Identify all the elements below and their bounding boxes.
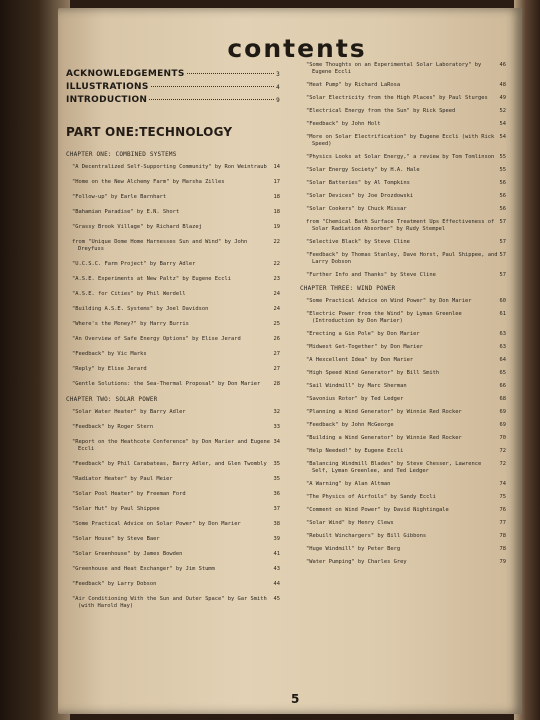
toc-entry-page: 25: [273, 321, 280, 327]
chapter-two-entries: [66, 409, 280, 610]
toc-entry: [300, 206, 506, 213]
toc-entry: [300, 448, 506, 455]
toc-entry: [66, 536, 280, 543]
toc-entry-text: "Feedback" by Phil Carabateas, Barry Adler, and Glen Twombly: [72, 461, 267, 467]
toc-entry-page: 27: [273, 351, 280, 357]
toc-entry-page: 48: [499, 82, 506, 88]
toc-entry-text: "Solar Devices" by Joe Drozdowski: [306, 193, 414, 199]
toc-entry-page: 18: [273, 194, 280, 200]
toc-entry-page: 55: [499, 167, 506, 173]
toc-entry: [300, 520, 506, 527]
toc-entry-page: 57: [499, 239, 506, 245]
toc-entry-page: 37: [273, 506, 280, 512]
toc-entry: [66, 239, 280, 253]
toc-entry: [300, 494, 506, 501]
toc-entry-text: "Huge Windmill" by Peter Berg: [306, 546, 401, 552]
toc-entry-page: 39: [273, 536, 280, 542]
toc-entry: [300, 344, 506, 351]
toc-entry: [300, 239, 506, 246]
left-column: [66, 68, 280, 618]
toc-entry-text: "Further Info and Thanks" by Steve Cline: [306, 272, 436, 278]
toc-entry-page: 56: [499, 180, 506, 186]
toc-entry: [300, 95, 506, 102]
toc-entry-text: "A Warning" by Alan Altman: [306, 481, 391, 487]
toc-entry-page: 63: [499, 344, 506, 350]
toc-entry-text: "Bahamian Paradise" by E.N. Short: [72, 209, 180, 215]
toc-entry-page: 60: [499, 298, 506, 304]
toc-entry-page: 36: [273, 491, 280, 497]
toc-entry-text: "Solar Pool Heater" by Freeman Ford: [72, 491, 186, 497]
toc-entry-page: 19: [273, 224, 280, 230]
toc-entry-page: 33: [273, 424, 280, 430]
front-matter-list: [66, 68, 280, 107]
toc-entry: [66, 566, 280, 573]
toc-entry-text: "Solar Wind" by Henry Clews: [306, 520, 394, 526]
toc-entry-text: "Follow-up" by Earle Barnhart: [72, 194, 167, 200]
toc-entry-text: "Balancing Windmill Blades" by Steve Chesser, Lawrence Self, Lyman Greenlee, and Ted Ledger: [306, 461, 482, 474]
toc-entry: [66, 409, 280, 416]
toc-entry-text: "Rebuilt Winchargers" by Bill Gibbons: [306, 533, 427, 539]
toc-entry-page: 78: [499, 546, 506, 552]
toc-entry-page: 74: [499, 481, 506, 487]
toc-entry-text: "A.S.E. Experiments at New Paltz" by Eugene Eccli: [72, 276, 232, 282]
toc-entry-text: "Reply" by Elise Jerard: [72, 366, 147, 372]
toc-entry-text: "Feedback" by Roger Stern: [72, 424, 154, 430]
toc-entry-text: "Gentle Solutions: the Sea-Thermal Proposal" by Don Marier: [72, 381, 261, 387]
front-matter-item: [66, 94, 280, 107]
toc-entry-text: "A Hexcellent Idea" by Don Marier: [306, 357, 414, 363]
toc-entry-page: 32: [273, 409, 280, 415]
toc-entry: [66, 321, 280, 328]
toc-entry: [300, 154, 506, 161]
toc-entry-text: "Some Practical Advice on Solar Power" by Don Marier: [72, 521, 241, 527]
toc-entry: [66, 581, 280, 588]
toc-entry-text: "Some Thoughts on an Experimental Solar Laboratory" by Eugene Eccli: [306, 62, 482, 75]
toc-entry-text: "Physics Looks at Solar Energy," a review by Tom Tomlinson: [306, 154, 495, 160]
right-column: [300, 62, 506, 572]
toc-entry-page: 78: [499, 533, 506, 539]
toc-entry-text: from "Unique Dome Home Harnesses Sun and Wind" by John Dreyfuss: [72, 239, 248, 252]
toc-entry-page: 77: [499, 520, 506, 526]
toc-entry-text: "Where's the Money?" by Harry Burris: [72, 321, 189, 327]
toc-entry-text: from "Chemical Bath Surface Treatment Ups Effectiveness of Solar Radiation Absorber" by Rudy Stempel: [306, 219, 495, 232]
toc-entry-page: 17: [273, 179, 280, 185]
page-title: contents: [227, 34, 367, 63]
toc-entry-page: 61: [499, 311, 506, 317]
toc-entry-page: 49: [499, 95, 506, 101]
toc-entry: [300, 396, 506, 403]
toc-entry-text: "A Decentralized Self-Supporting Community" by Ron Weintraub: [72, 164, 267, 170]
toc-entry: [300, 298, 506, 305]
toc-entry-text: "Solar Water Heater" by Barry Adler: [72, 409, 186, 415]
toc-entry: [66, 491, 280, 498]
chapter-heading: CHAPTER ONE: COMBINED SYSTEMS: [66, 151, 177, 158]
toc-entry-page: 44: [273, 581, 280, 587]
toc-entry: [66, 551, 280, 558]
toc-entry: [300, 219, 506, 233]
toc-entry-page: 35: [273, 461, 280, 467]
toc-entry: [300, 180, 506, 187]
toc-entry-text: "Comment on Wind Power" by David Nightingale: [306, 507, 449, 513]
front-matter-label: ACKNOWLEDGEMENTS: [66, 69, 185, 79]
chapter-two-continued-entries: [300, 62, 506, 279]
toc-entry-page: 24: [273, 291, 280, 297]
front-matter-item: [66, 81, 280, 94]
toc-entry: [66, 224, 280, 231]
toc-entry-page: 46: [499, 62, 506, 68]
toc-entry-page: 55: [499, 154, 506, 160]
chapter-heading: CHAPTER TWO: SOLAR POWER: [66, 396, 158, 403]
front-matter-label: INTRODUCTION: [66, 95, 148, 105]
front-matter-item: [66, 68, 280, 81]
toc-entry-page: 18: [273, 209, 280, 215]
toc-entry: [300, 193, 506, 200]
toc-entry-text: "Grassy Brook Village" by Richard Blazej: [72, 224, 202, 230]
toc-entry: [300, 272, 506, 279]
toc-entry-text: "Heat Pump" by Richard LaRosa: [306, 82, 401, 88]
toc-entry-text: "Erecting a Gin Pole" by Don Marier: [306, 331, 420, 337]
toc-entry-text: "Solar Batteries" by Al Tompkins: [306, 180, 410, 186]
toc-entry: [300, 533, 506, 540]
leader-dots: [151, 86, 274, 87]
toc-entry-page: 54: [499, 134, 506, 140]
toc-entry-text: "Solar Electricity from the High Places" by Paul Sturges: [306, 95, 488, 101]
toc-entry: [66, 476, 280, 483]
toc-entry: [300, 108, 506, 115]
toc-entry-text: "Feedback" by Vic Marks: [72, 351, 147, 357]
toc-entry-text: "Building a Wind Generator" by Winnie Red Rocker: [306, 435, 462, 441]
toc-entry: [66, 209, 280, 216]
toc-entry-text: "High Speed Wind Generator" by Bill Smith: [306, 370, 440, 376]
toc-entry-page: 57: [499, 219, 506, 225]
toc-entry-page: 22: [273, 239, 280, 245]
toc-entry-page: 41: [273, 551, 280, 557]
toc-entry-text: "Some Practical Advice on Wind Power" by Don Marier: [306, 298, 472, 304]
toc-entry-text: "Help Needed!" by Eugene Eccli: [306, 448, 404, 454]
toc-entry-page: 54: [499, 121, 506, 127]
toc-entry: [300, 507, 506, 514]
toc-entry-page: 56: [499, 206, 506, 212]
toc-entry-page: 63: [499, 331, 506, 337]
toc-entry: [300, 422, 506, 429]
toc-entry: [300, 461, 506, 475]
toc-entry-page: 23: [273, 276, 280, 282]
toc-entry-page: 43: [273, 566, 280, 572]
toc-entry-page: 34: [273, 439, 280, 445]
toc-entry-text: "More on Solar Electrification" by Eugene Eccli (with Rick Speed): [306, 134, 495, 147]
leader-dots: [187, 73, 274, 74]
toc-entry: [66, 461, 280, 468]
toc-entry: [66, 521, 280, 528]
toc-entry-page: 70: [499, 435, 506, 441]
toc-entry: [300, 252, 506, 266]
toc-entry: [300, 62, 506, 76]
toc-entry-page: 57: [499, 252, 506, 258]
toc-entry-text: "Radiator Heater" by Paul Meier: [72, 476, 173, 482]
toc-entry-page: 35: [273, 476, 280, 482]
toc-entry-text: "Savonius Rotor" by Ted Ledger: [306, 396, 404, 402]
toc-entry: [300, 370, 506, 377]
toc-entry-page: 69: [499, 409, 506, 415]
toc-entry-page: 24: [273, 306, 280, 312]
toc-entry-text: "Planning a Wind Generator" by Winnie Red Rocker: [306, 409, 462, 415]
front-matter-label: ILLUSTRATIONS: [66, 82, 149, 92]
toc-entry: [66, 381, 280, 388]
toc-entry: [300, 409, 506, 416]
toc-entry-text: "Feedback" by Larry Dobson: [72, 581, 157, 587]
toc-entry-text: "An Overview of Safe Energy Options" by Elise Jerard: [72, 336, 241, 342]
toc-entry-page: 76: [499, 507, 506, 513]
toc-entry: [66, 261, 280, 268]
toc-entry-text: "Solar Energy Society" by H.A. Hale: [306, 167, 420, 173]
front-matter-page: 9: [276, 97, 280, 104]
toc-entry-page: 69: [499, 422, 506, 428]
page-number: 5: [291, 692, 300, 706]
toc-entry: [66, 366, 280, 373]
toc-entry: [66, 194, 280, 201]
toc-entry: [66, 439, 280, 453]
toc-entry-text: "Electric Power from the Wind" by Lyman Greenlee (Introduction by Don Marier): [306, 311, 462, 324]
toc-entry-page: 22: [273, 261, 280, 267]
toc-entry-text: "Electrical Energy from the Sun" by Rick Speed: [306, 108, 456, 114]
toc-entry: [66, 306, 280, 313]
toc-entry-text: "Air Conditioning With the Sun and Outer Space" by Gar Smith (with Harold Hay): [72, 596, 267, 609]
part-heading: PART ONE:TECHNOLOGY: [66, 125, 233, 139]
toc-entry-text: "Feedback" by John Holt: [306, 121, 381, 127]
front-matter-page: 3: [276, 71, 280, 78]
toc-entry-text: "Water Pumping" by Charles Grey: [306, 559, 407, 565]
toc-entry: [300, 383, 506, 390]
toc-entry: [66, 164, 280, 171]
toc-entry: [300, 82, 506, 89]
toc-entry-text: "Report on the Heathcote Conference" by Don Marier and Eugene Eccli: [72, 439, 270, 452]
toc-entry-text: "Feedback" by Thomas Stanley, Dave Horst, Paul Shippee, and Larry Dobson: [306, 252, 498, 265]
toc-entry-page: 64: [499, 357, 506, 363]
toc-entry: [66, 336, 280, 343]
toc-entry-text: "Solar Greenhouse" by James Bowden: [72, 551, 183, 557]
toc-entry: [300, 481, 506, 488]
toc-entry-page: 14: [273, 164, 280, 170]
toc-entry-text: "Sail Windmill" by Marc Sherman: [306, 383, 407, 389]
toc-entry: [300, 331, 506, 338]
toc-entry-text: "Selective Black" by Steve Cline: [306, 239, 410, 245]
toc-entry-page: 72: [499, 461, 506, 467]
toc-entry-page: 52: [499, 108, 506, 114]
toc-entry-text: "U.C.S.C. Farm Project" by Barry Adler: [72, 261, 196, 267]
toc-entry-text: "Solar House" by Steve Baer: [72, 536, 160, 542]
toc-entry-text: "Solar Hut" by Paul Shippee: [72, 506, 160, 512]
toc-entry: [300, 546, 506, 553]
toc-entry-page: 28: [273, 381, 280, 387]
toc-entry-text: "Feedback" by John McGeorge: [306, 422, 394, 428]
toc-entry: [300, 121, 506, 128]
toc-entry-page: 75: [499, 494, 506, 500]
toc-entry: [66, 291, 280, 298]
toc-entry-page: 72: [499, 448, 506, 454]
chapter-three-entries: [300, 298, 506, 566]
toc-entry: [300, 435, 506, 442]
toc-entry-page: 79: [499, 559, 506, 565]
toc-entry-text: "A.S.E. for Cities" by Phil Werdell: [72, 291, 186, 297]
toc-entry: [66, 351, 280, 358]
front-matter-page: 4: [276, 84, 280, 91]
toc-entry-page: 57: [499, 272, 506, 278]
toc-entry: [66, 506, 280, 513]
toc-entry-page: 56: [499, 193, 506, 199]
toc-entry-text: "Greenhouse and Heat Exchanger" by Jim Stumm: [72, 566, 215, 572]
toc-entry-text: "Home on the New Alchemy Farm" by Marsha Zilles: [72, 179, 225, 185]
toc-entry-page: 45: [273, 596, 280, 602]
toc-entry-page: 26: [273, 336, 280, 342]
toc-entry-page: 27: [273, 366, 280, 372]
toc-entry-text: "Solar Cookers" by Chuck Missar: [306, 206, 407, 212]
toc-entry-text: "The Physics of Airfoils" by Sandy Eccli: [306, 494, 436, 500]
toc-entry: [66, 179, 280, 186]
chapter-heading: CHAPTER THREE: WIND POWER: [300, 285, 396, 292]
toc-entry: [66, 596, 280, 610]
leader-dots: [149, 99, 274, 100]
toc-entry: [66, 424, 280, 431]
toc-entry: [300, 311, 506, 325]
toc-entry-text: "Building A.S.E. Systems" by Joel Davidson: [72, 306, 209, 312]
toc-entry-page: 66: [499, 383, 506, 389]
toc-entry-page: 65: [499, 370, 506, 376]
chapter-one-entries: [66, 164, 280, 388]
toc-entry-page: 68: [499, 396, 506, 402]
toc-entry-text: "Midwest Get-Together" by Don Marier: [306, 344, 423, 350]
toc-entry-page: 38: [273, 521, 280, 527]
toc-entry: [66, 276, 280, 283]
toc-entry: [300, 559, 506, 566]
toc-entry: [300, 134, 506, 148]
toc-entry: [300, 357, 506, 364]
toc-entry: [300, 167, 506, 174]
